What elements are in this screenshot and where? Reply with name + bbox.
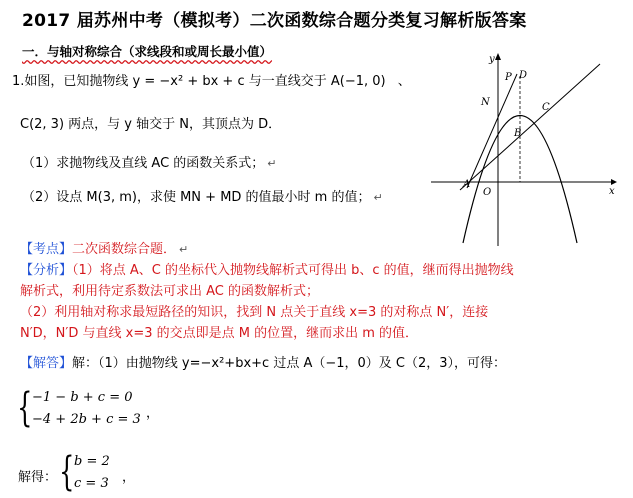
label-y: y: [489, 54, 495, 65]
page-title: 2017 届苏州中考（模拟考）二次函数综合题分类复习解析版答案: [22, 11, 527, 31]
label-b: B: [514, 128, 522, 139]
equation-1: −1 − b + c = 0: [32, 390, 133, 405]
return-mark-icon: ↵: [267, 157, 277, 170]
jieda-text: 解：（1）由抛物线 y=−x²+bx+c 过点 A（−1，0）及 C（2，3），可得：: [72, 356, 507, 371]
label-n: N: [481, 97, 490, 108]
fenxi-text-1: （1）将点 A、C 的坐标代入抛物线解析式可得出 b、c 的值，继而得出抛物线: [72, 263, 514, 278]
y-axis-arrow: [495, 53, 501, 60]
return-mark-icon: ↵: [179, 243, 189, 256]
line-nd: [467, 74, 517, 188]
label-d: D: [519, 70, 528, 81]
equation-comma: ，: [146, 406, 160, 421]
equation-system: [17, 385, 160, 432]
kaodian-text: 二次函数综合题．: [72, 242, 177, 257]
kaodian-tag: 【考点】: [20, 242, 73, 257]
fenxi-line-4: N′D，N′D 与直线 x=3 的交点即是点 M 的位置，继而求出 m 的值．: [20, 326, 419, 341]
question-1: [22, 152, 277, 171]
solution-b: b = 2: [74, 454, 110, 469]
jiede-label: 解得：: [18, 470, 58, 485]
fenxi-line-3: （2）利用轴对称求最短路径的知识，找到 N 点关于直线 x=3 的对称点 N′，连接: [20, 305, 489, 320]
problem-line-1: [12, 70, 411, 89]
question-2: [22, 186, 383, 205]
parabola-figure: [425, 48, 620, 248]
label-x: x: [609, 186, 615, 197]
return-mark-icon: ↵: [373, 191, 383, 204]
solution-comma: ，: [122, 470, 136, 485]
question-2-text: （2）设点 M(3, m)，求使 MN + MD 的值最小时 m 的值；: [22, 190, 371, 205]
label-c: C: [542, 102, 550, 113]
problem-line-2: C(2, 3) 两点，与 y 轴交于 N，其顶点为 D．: [20, 117, 282, 132]
problem-line-1-tail: 、: [397, 74, 411, 89]
line-ac: [460, 64, 600, 190]
kaodian-line: [20, 238, 188, 257]
section-heading-text: 一．与轴对称综合（求线段和或周长最小值）: [22, 44, 273, 59]
x-axis-arrow: [611, 179, 617, 185]
jieda-tag: 【解答】: [20, 356, 73, 371]
label-p: P: [505, 72, 512, 83]
label-a: A: [463, 179, 471, 190]
brace-icon: {: [17, 385, 33, 431]
question-1-text: （1）求抛物线及直线 AC 的函数关系式；: [22, 156, 265, 171]
fenxi-line-2: 解析式，利用待定系数法可求出 AC 的函数解析式；: [20, 284, 320, 299]
jieda-line: [20, 352, 506, 371]
fenxi-tag: 【分析】: [20, 263, 73, 278]
label-o: O: [483, 187, 492, 198]
fenxi-line-1: [20, 259, 514, 278]
section-heading: [22, 42, 272, 60]
solution-c: c = 3: [74, 476, 109, 491]
equation-2: −4 + 2b + c = 3: [32, 412, 141, 427]
problem-line-1-text: 1.如图，已知抛物线 y = −x² + bx + c 与一直线交于 A(−1, 0): [12, 74, 386, 89]
brace-icon: {: [59, 449, 75, 495]
solution-system: [59, 449, 140, 496]
